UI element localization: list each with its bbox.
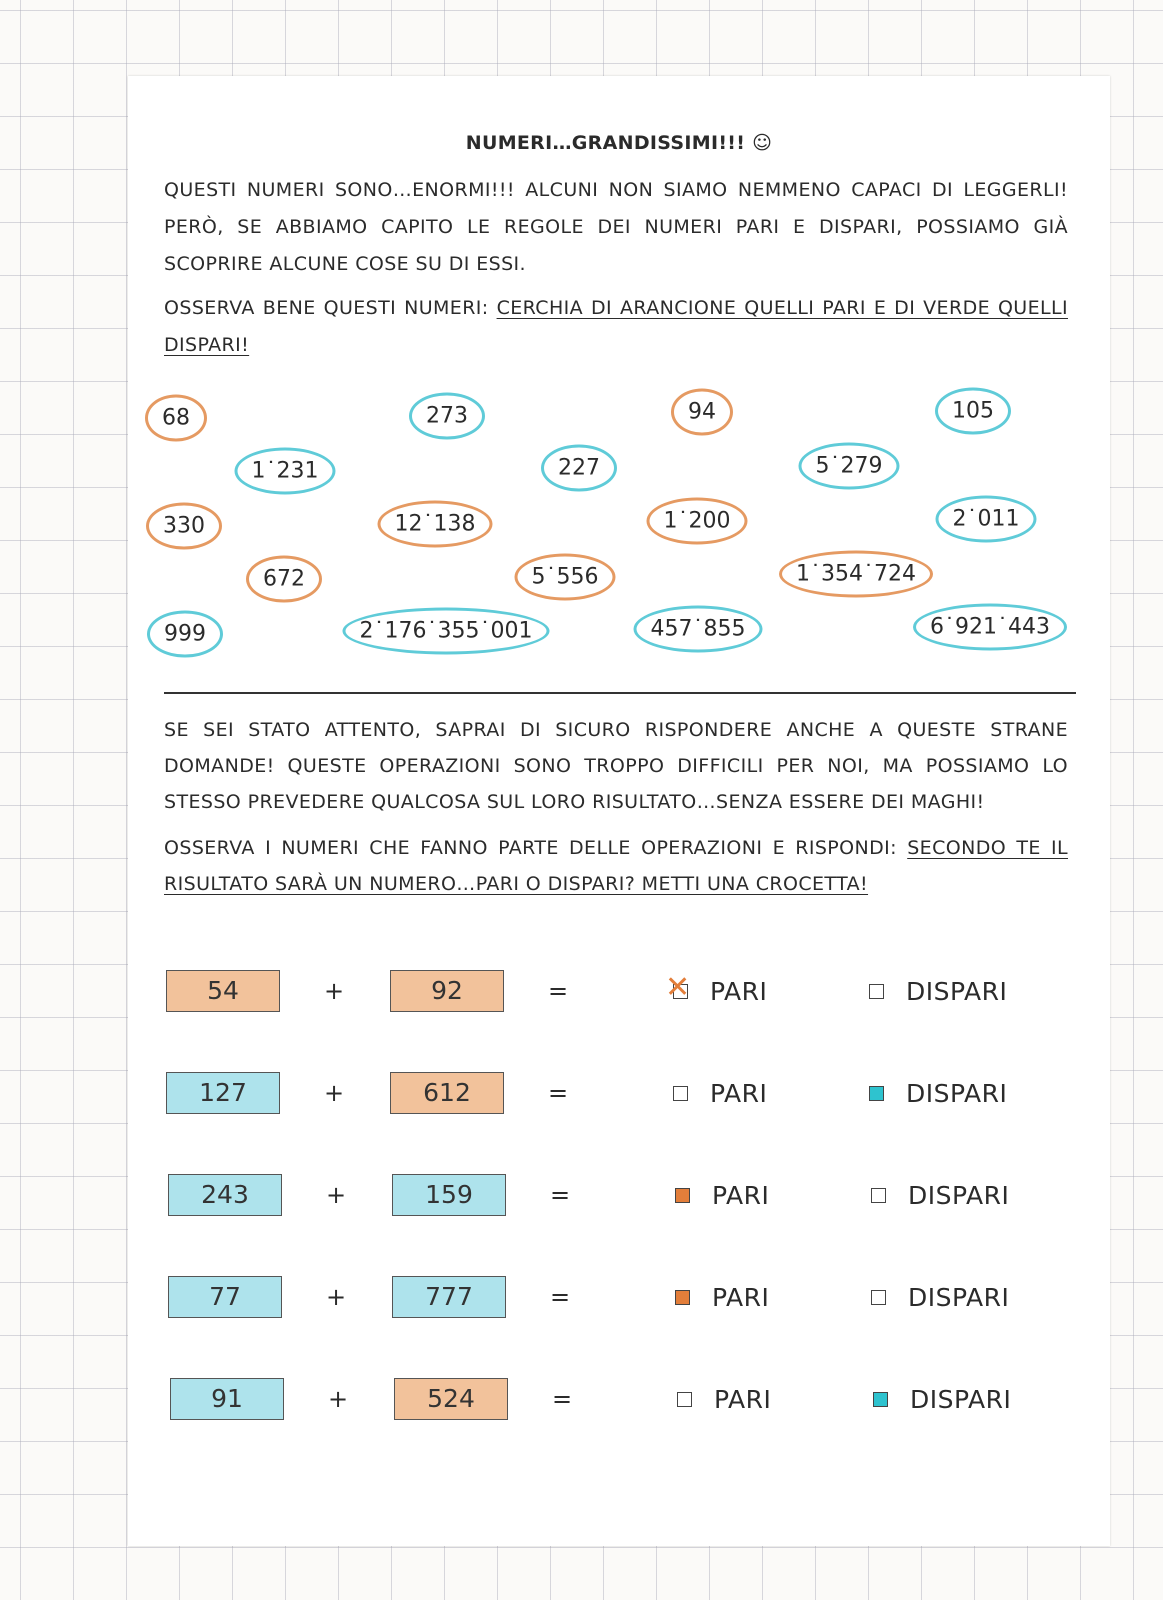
instruction-cross-underlined: SECONDO TE IL RISULTATO SARÀ UN NUMERO…PARI O DISPARI? METTI UNA CROCETTA! xyxy=(164,837,1068,895)
checkbox-dispari[interactable] xyxy=(871,1188,886,1203)
operation-row xyxy=(128,1174,1110,1222)
intro-paragraph: QUESTI NUMERI SONO…ENORMI!!! ALCUNI NON SIAMO NEMMENO CAPACI DI LEGGERLI! PERÒ, SE ABBIAMO CAPITO LE REGOLE DEI NUMERI PARI E DISPARI, POSSIAMO GIÀ SCOPRIRE ALCUNE COSE SU DI ESSI. xyxy=(164,179,1068,275)
circled-number[interactable]: 6˙921˙443 xyxy=(913,604,1067,651)
cross-mark-icon: ✕ xyxy=(665,969,691,1005)
circled-number[interactable]: 5˙556 xyxy=(515,554,616,601)
circled-number[interactable]: 5˙279 xyxy=(799,443,900,490)
operation-row xyxy=(128,1378,1110,1426)
option-dispari-label: DISPARI xyxy=(908,1282,1010,1312)
option-pari[interactable] xyxy=(665,969,768,1012)
option-pari[interactable] xyxy=(675,1174,769,1216)
operand-a: 243 xyxy=(168,1174,282,1216)
circled-number[interactable]: 94 xyxy=(671,389,733,436)
plus-sign: + xyxy=(325,1181,347,1209)
option-pari[interactable] xyxy=(673,1072,767,1114)
circled-number[interactable]: 1˙354˙724 xyxy=(779,551,933,598)
checkbox-dispari[interactable] xyxy=(873,1392,888,1407)
circled-number[interactable]: 1˙200 xyxy=(647,498,748,545)
option-dispari[interactable] xyxy=(869,1072,1007,1114)
instruction-circle-prefix: OSSERVA BENE QUESTI NUMERI: xyxy=(164,297,497,319)
option-pari[interactable] xyxy=(675,1276,769,1318)
option-dispari-label: DISPARI xyxy=(908,1180,1010,1210)
circled-number[interactable]: 999 xyxy=(147,611,223,658)
circled-number[interactable]: 227 xyxy=(541,445,617,492)
option-dispari-label: DISPARI xyxy=(906,1078,1008,1108)
circled-number[interactable]: 273 xyxy=(409,393,485,440)
section-divider xyxy=(164,692,1076,694)
plus-sign: + xyxy=(325,1283,347,1311)
equals-sign: = xyxy=(551,1385,573,1413)
circled-number[interactable]: 330 xyxy=(146,503,222,550)
plus-sign: + xyxy=(323,1079,345,1107)
instruction-circle-underlined: CERCHIA DI ARANCIONE QUELLI PARI E DI VERDE QUELLI DISPARI! xyxy=(164,297,1068,356)
checkbox-pari[interactable] xyxy=(677,1392,692,1407)
option-dispari-label: DISPARI xyxy=(910,1384,1012,1414)
option-dispari[interactable] xyxy=(869,970,1007,1012)
operand-b: 777 xyxy=(392,1276,506,1318)
instruction-circle xyxy=(164,290,1068,364)
operand-a: 77 xyxy=(168,1276,282,1318)
operation-row xyxy=(128,1072,1110,1120)
equals-sign: = xyxy=(549,1181,571,1209)
option-pari-label: PARI xyxy=(714,1384,772,1414)
section2-paragraph: SE SEI STATO ATTENTO, SAPRAI DI SICURO RISPONDERE ANCHE A QUESTE STRANE DOMANDE! QUESTE OPERAZIONI SONO TROPPO DIFFICILI PER NOI, MA POSSIAMO LO STESSO PREVEDERE QUALCOSA SUL LORO RISULTATO…SENZA ESSERE DEI MAGHI! xyxy=(164,719,1068,813)
option-dispari[interactable] xyxy=(871,1276,1009,1318)
instruction-cross xyxy=(164,830,1068,902)
circled-number[interactable]: 12˙138 xyxy=(378,501,493,548)
operand-a: 91 xyxy=(170,1378,284,1420)
circled-number[interactable]: 672 xyxy=(246,556,322,603)
checkbox-pari[interactable] xyxy=(675,1188,690,1203)
option-dispari-label: DISPARI xyxy=(906,976,1008,1006)
equals-sign: = xyxy=(549,1283,571,1311)
equals-sign: = xyxy=(547,977,569,1005)
checkbox-pari[interactable] xyxy=(673,1086,688,1101)
operand-b: 92 xyxy=(390,970,504,1012)
checkbox-pari[interactable] xyxy=(675,1290,690,1305)
checkbox-dispari[interactable] xyxy=(869,1086,884,1101)
checkbox-dispari[interactable] xyxy=(869,984,884,999)
circled-number[interactable]: 2˙011 xyxy=(936,496,1037,543)
plus-sign: + xyxy=(327,1385,349,1413)
option-dispari[interactable] xyxy=(873,1378,1011,1420)
operand-a: 54 xyxy=(166,970,280,1012)
operand-b: 612 xyxy=(390,1072,504,1114)
option-pari-label: PARI xyxy=(712,1180,770,1210)
instruction-cross-prefix: OSSERVA I NUMERI CHE FANNO PARTE DELLE OPERAZIONI E RISPONDI: xyxy=(164,837,908,859)
circled-number[interactable]: 2˙176˙355˙001 xyxy=(343,608,550,655)
option-pari-label: PARI xyxy=(710,976,768,1006)
circled-number[interactable]: 457˙855 xyxy=(634,606,763,653)
checkbox-dispari[interactable] xyxy=(871,1290,886,1305)
checkbox-pari[interactable] xyxy=(665,969,691,1005)
operand-a: 127 xyxy=(166,1072,280,1114)
option-pari-label: PARI xyxy=(710,1078,768,1108)
operation-row xyxy=(128,1276,1110,1324)
plus-sign: + xyxy=(323,977,345,1005)
equals-sign: = xyxy=(547,1079,569,1107)
operand-b: 524 xyxy=(394,1378,508,1420)
option-pari[interactable] xyxy=(677,1378,771,1420)
circled-number[interactable]: 68 xyxy=(145,395,207,442)
operand-b: 159 xyxy=(392,1174,506,1216)
option-dispari[interactable] xyxy=(871,1174,1009,1216)
page-title: NUMERI…GRANDISSIMI!!! ☺ xyxy=(465,132,773,154)
operation-row xyxy=(128,970,1110,1018)
circled-number[interactable]: 105 xyxy=(935,388,1011,435)
worksheet-page xyxy=(128,76,1110,1546)
circled-number[interactable]: 1˙231 xyxy=(235,448,336,495)
option-pari-label: PARI xyxy=(712,1282,770,1312)
